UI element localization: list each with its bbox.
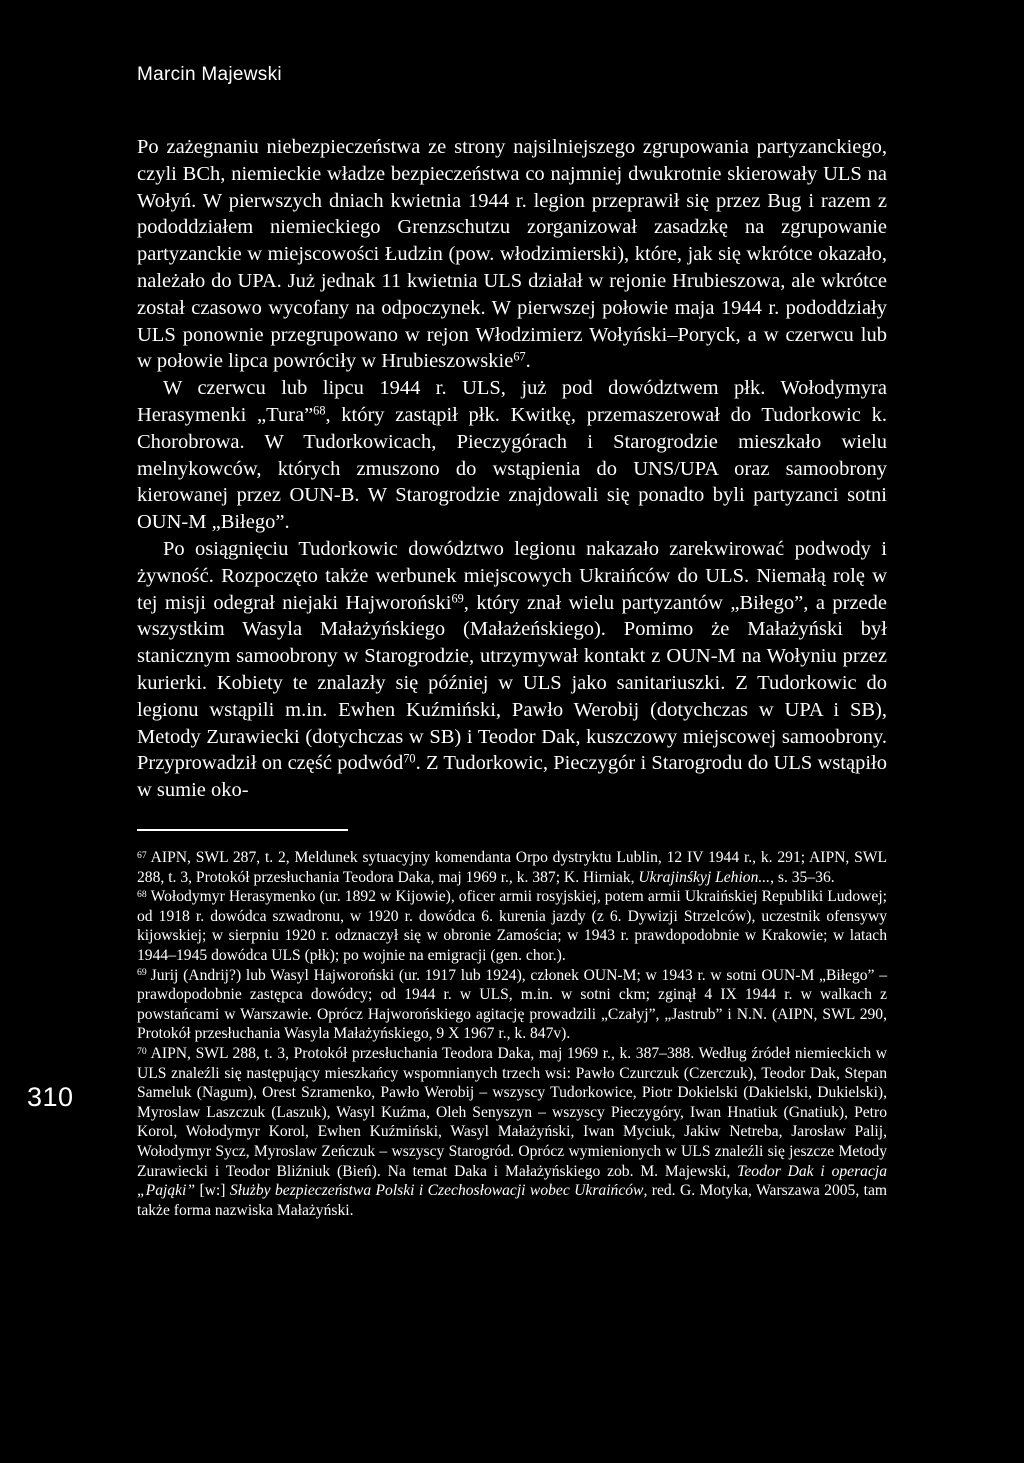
footnote-70 <box>137 1044 887 1220</box>
footnote-68 <box>137 887 887 965</box>
running-head: Marcin Majewski <box>137 64 282 85</box>
footnote-number: 68 <box>137 888 147 900</box>
paragraph-1 <box>137 134 887 375</box>
footnote-text: [w:] <box>195 1182 230 1200</box>
footnote-italic: Teodor Dak i operacja „Pająki” <box>137 1162 887 1200</box>
paragraph-text: , który zastąpił płk. Kwitkę, przemaszerował do Tudorkowic k. Chorobrowa. W Tudorkowicach, Pieczygórach i Starogrodzie mieszkało wielu melnykowców, których zmuszono do wstąpienia do UNS/UPA oraz samoobrony kierowanej przez OUN-B. W Starogrodzie znajdowali się ponadto byli partyzanci sotni OUN-M „Biłego”. <box>137 403 887 534</box>
footnote-text: Jurij (Andrij?) lub Wasyl Hajworoński (ur. 1917 lub 1924), członek OUN-M; w 1943 r. w sotni OUN-M „Biłego” – prawdopodobnie zastępca dowódcy; od 1944 r. w ULS, m.in. w sotni ckm; zginął 4 IX 1944 r. w walkach z powstańcami w Warszawie. Oprócz Hajworońskiego agitację prowadzili „Czałyj”, „Jastrub” i N.N. (AIPN, SWL 290, Protokół przesłuchania Wasyla Małażyńskiego, 9 X 1967 r., k. 847v). <box>137 966 887 1043</box>
footnote-italic: Służby bezpieczeństwa Polski i Czechosłowacji wobec Ukraińców <box>229 1182 644 1200</box>
footnote-text: , red. G. Motyka, Warszawa 2005, tam także forma nazwiska Małażyński. <box>137 1182 888 1219</box>
paragraph-text: Po zażegnaniu niebezpieczeństwa ze strony najsilniejszego zgrupowania partyzanckiego, czyli BCh, niemieckie władze bezpieczeństwa co najmniej dwukrotnie skierowały ULS na Wołyń. W pierwszych dniach kwietnia 1944 r. legion przeprawił się przez Bug i razem z pododdziałem niemieckiego Grenzschutzu zorganizował zasadzkę na zgrupowanie partyzanckie w miejscowości Łudzin (pow. włodzimierski), które, jak się wkrótce okazało, należało do UPA. Już jednak 11 kwietnia ULS działał w rejonie Hrubieszowa, ale wkrótce został czasowo wycofany na odpoczynek. W pierwszej połowie maja 1944 r. pododdziały ULS ponownie przegrupowano w rejon Włodzimierz Wołyński–Poryck, a w czerwcu lub w połowie lipca powróciły w Hrubieszowskie <box>137 136 887 373</box>
footnote-number: 70 <box>137 1045 147 1057</box>
paragraph-2 <box>137 375 887 536</box>
paragraph-text: . Z Tudorkowic, Pieczygór i Starogrodu do ULS wstąpiło w sumie oko- <box>137 752 887 802</box>
footnote-separator <box>137 829 348 831</box>
footnote-ref[interactable]: 70 <box>403 751 416 766</box>
paragraph-text: , który znał wielu partyzantów „Biłego”, a przede wszystkim Wasyla Małażyńskiego (Małażeńskiego). Pomimo że Małażyński był stanicznym samoobrony w Starogrodzie, utrzymywał kontakt z OUN-M na Wołyniu przez kurierki. Kobiety te znalazły się później w ULS jako sanitariuszki. Z Tudorkowic do legionu wstąpili m.in. Ewhen Kuźmiński, Pawło Werobij (dotychczas w UPA i SB), Metody Zurawiecki (dotychczas w SB) i Teodor Dak, kuszczowy miejscowej samoobrony. Przyprowadził on część podwód <box>137 591 887 775</box>
paragraph-text: Po osiągnięciu Tudorkowic dowództwo legionu nakazało zarekwirować podwody i żywność. Rozpoczęto także werbunek miejscowych Ukraińców do ULS. Niemałą rolę w tej misji odegrał niejaki Hajworoński <box>137 537 887 614</box>
footnote-ref[interactable]: 67 <box>513 349 526 364</box>
footnote-number: 69 <box>137 967 147 979</box>
paragraph-text: W czerwcu lub lipcu 1944 r. ULS, już pod dowództwem płk. Wołodymyra Herasymenki „Tura” <box>137 377 887 426</box>
footnote-ref[interactable]: 68 <box>313 403 326 418</box>
paragraph-text: . <box>525 350 531 373</box>
footnote-number: 67 <box>137 849 147 861</box>
main-text <box>137 134 887 804</box>
footnote-text: Wołodymyr Herasymenko (ur. 1892 w Kijowie), oficer armii rosyjskiej, potem armii Ukraińskiej Republiki Ludowej; od 1918 r. dowódca szwadronu, w 1920 r. dowódca 6. kurenia jazdy (z 6. Dywizji Strzelców), uczestnik ofensywy kijowskiej; w sierpniu 1920 r. odznaczył się w obronie Zamościa; w 1943 r. prawdopodobnie w Krakowie; w latach 1944–1945 dowódca ULS (płk); po wojnie na emigracji (gen. chor.). <box>137 888 887 964</box>
page-number: 310 <box>27 1082 74 1112</box>
footnotes <box>137 848 887 1220</box>
footnote-67 <box>137 848 887 887</box>
footnote-text: , s. 35–36. <box>770 868 835 886</box>
footnote-italic: Ukrajinśkyj Lehion... <box>638 868 771 886</box>
footnote-text: AIPN, SWL 287, t. 2, Meldunek sytuacyjny komendanta Orpo dystryktu Lublin, 12 IV 1944 r., k. 291; AIPN, SWL 288, t. 3, Protokół przesłuchania Teodora Daka, maj 1969 r., k. 387; K. Hirniak, <box>137 849 887 886</box>
footnote-text: AIPN, SWL 288, t. 3, Protokół przesłuchania Teodora Daka, maj 1969 r., k. 387–388. Według źródeł niemieckich w ULS znaleźli się następujący mieszkańcy wspomnianych trzech wsi: Pawło Czurczuk (Czerczuk), Teodor Dak, Stepan Sameluk (Nagum), Orest Szramenko, Pawło Werobij – wszyscy Tudorkowice, Piotr Dokielski (Dakielski, Dukielski), Myroslaw Laszczuk (Laszuk), Wasyl Kuźma, Oleh Senyszyn – wszyscy Pieczygóry, Iwan Hnatiuk (Gnatiuk), Petro Korol, Wołodymyr Korol, Ewhen Kuźmiński, Wasyl Małażyński, Iwan Myciuk, Jakiw Netreba, Jarosław Palij, Wołodymyr Sycz, Myroslaw Zeńczuk – wszyscy Starogród. Oprócz wymienionych w ULS znaleźli się jeszcze Metody Zurawiecki i Teodor Bliźniuk (Bień). Na temat Daka i Małażyńskiego zob. M. Majewski, <box>137 1044 887 1180</box>
footnote-69 <box>137 966 887 1044</box>
footnote-ref[interactable]: 69 <box>451 590 464 605</box>
paragraph-3 <box>137 536 887 804</box>
